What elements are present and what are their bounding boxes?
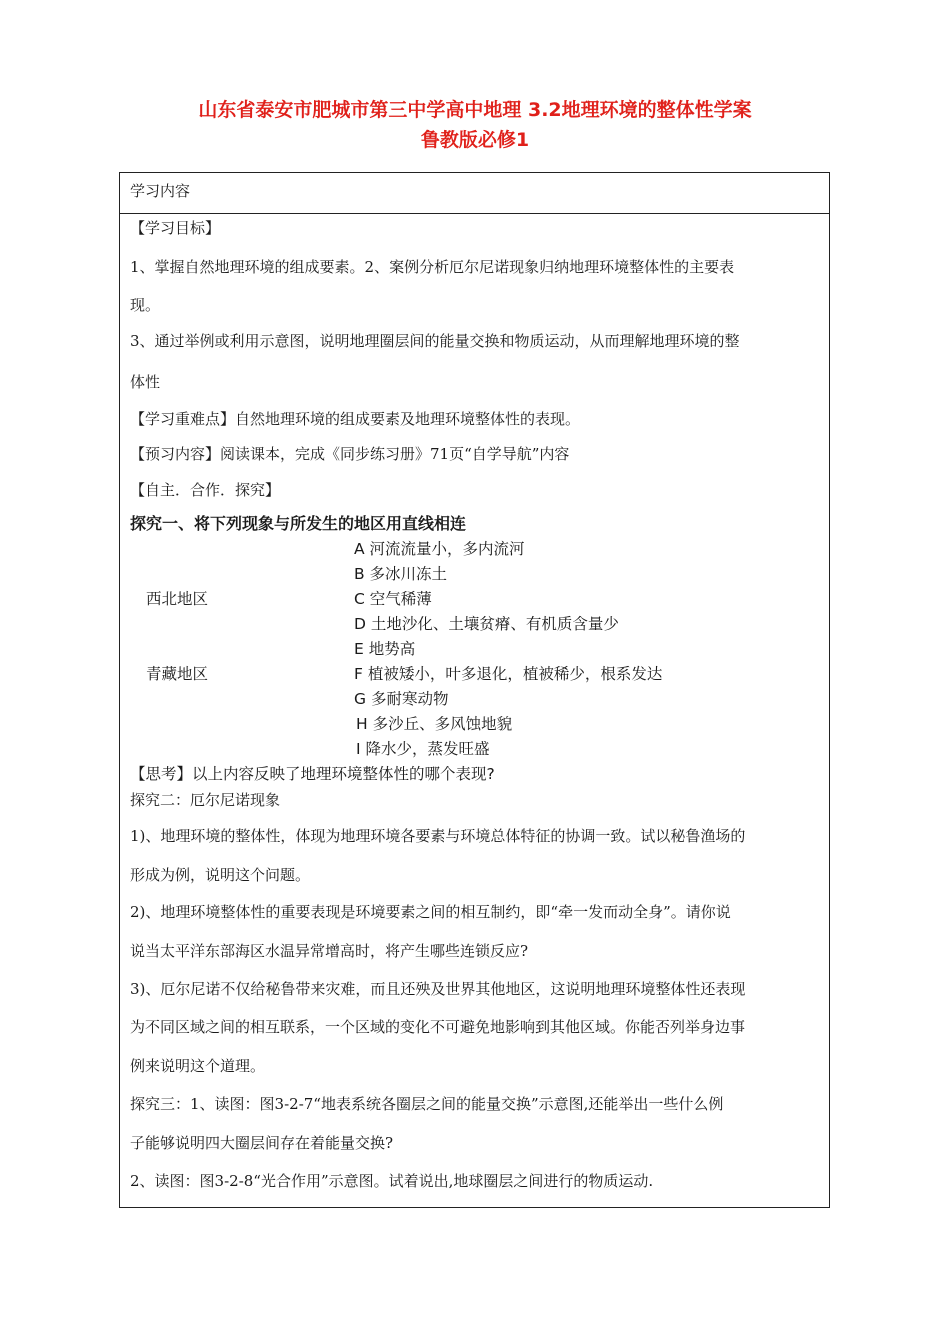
option-h: H 多沙丘、多风蚀地貌 (356, 715, 513, 733)
objective-3-line-1: 3、通过举例或利用示意图，说明地理圈层间的能量交换和物质运动，从而理解地理环境的整 (130, 332, 740, 350)
region-qinghai-tibet: 青藏地区 (146, 665, 209, 683)
option-a: A 河流流量小，多内流河 (354, 540, 525, 558)
option-i: I 降水少，蒸发旺盛 (356, 740, 490, 758)
objective-3-line-2: 体性 (130, 373, 161, 391)
explore-heading: 【自主．合作．探究】 (130, 481, 281, 499)
option-d: D 土地沙化、土壤贫瘠、有机质含量少 (354, 615, 619, 633)
exploration-2-q3-line-3: 例来说明这个道理。 (130, 1057, 266, 1075)
option-g: G 多耐寒动物 (354, 690, 449, 708)
option-b: B 多冰川冻土 (354, 565, 448, 583)
exploration-3-q1-line-1: 探究三：1、读图：图3-2-7“地表系统各圈层之间的能量交换”示意图,还能举出一些什么例 (130, 1095, 724, 1113)
think-question: 【思考】以上内容反映了地理环境整体性的哪个表现? (130, 765, 495, 783)
preview-content: 【预习内容】阅读课本，完成《同步练习册》71页“自学导航”内容 (130, 445, 570, 463)
objectives-heading: 【学习目标】 (130, 219, 221, 237)
objective-1-line-1: 1、掌握自然地理环境的组成要素。2、案例分析厄尔尼诺现象归纳地理环境整体性的主要表 (130, 258, 735, 276)
exploration-2-q3-line-1: 3)、厄尔尼诺不仅给秘鲁带来灾难，而且还殃及世界其他地区，这说明地理环境整体性还表现 (130, 980, 746, 998)
exploration-1-title: 探究一、将下列现象与所发生的地区用直线相连 (130, 514, 467, 533)
document-title-line-1: 山东省泰安市肥城市第三中学高中地理 3.2地理环境的整体性学案 (198, 99, 752, 121)
exploration-2-q2-line-1: 2)、地理环境整体性的重要表现是环境要素之间的相互制约，即“牵一发而动全身”。请你说 (130, 903, 731, 921)
exploration-2-q1-line-2: 形成为例，说明这个问题。 (130, 866, 311, 884)
exploration-2-q3-line-2: 为不同区域之间的相互联系，一个区域的变化不可避免地影响到其他区域。你能否列举身边事 (130, 1018, 746, 1036)
objective-1-line-2: 现。 (130, 296, 161, 314)
header-divider (120, 213, 829, 214)
exploration-2-q1-line-1: 1)、地理环境的整体性，体现为地理环境各要素与环境总体特征的协调一致。试以秘鲁渔场的 (130, 827, 746, 845)
exploration-3-q1-line-2: 子能够说明四大圈层间存在着能量交换? (130, 1134, 394, 1152)
study-table (119, 172, 830, 1208)
table-header: 学习内容 (130, 182, 191, 200)
option-c: C 空气稀薄 (354, 590, 432, 608)
region-northwest: 西北地区 (146, 590, 209, 608)
exploration-3-q2: 2、读图：图3-2-8“光合作用”示意图。试着说出,地球圈层之间进行的物质运动. (130, 1172, 654, 1190)
document-title-line-2: 鲁教版必修1 (420, 129, 530, 151)
key-points: 【学习重难点】自然地理环境的组成要素及地理环境整体性的表现。 (130, 410, 581, 428)
option-f: F 植被矮小，叶多退化，植被稀少，根系发达 (354, 665, 663, 683)
exploration-2-q2-line-2: 说当太平洋东部海区水温异常增高时，将产生哪些连锁反应? (130, 942, 529, 960)
option-e: E 地势高 (354, 640, 416, 658)
exploration-2-title: 探究二：厄尔尼诺现象 (130, 791, 281, 809)
